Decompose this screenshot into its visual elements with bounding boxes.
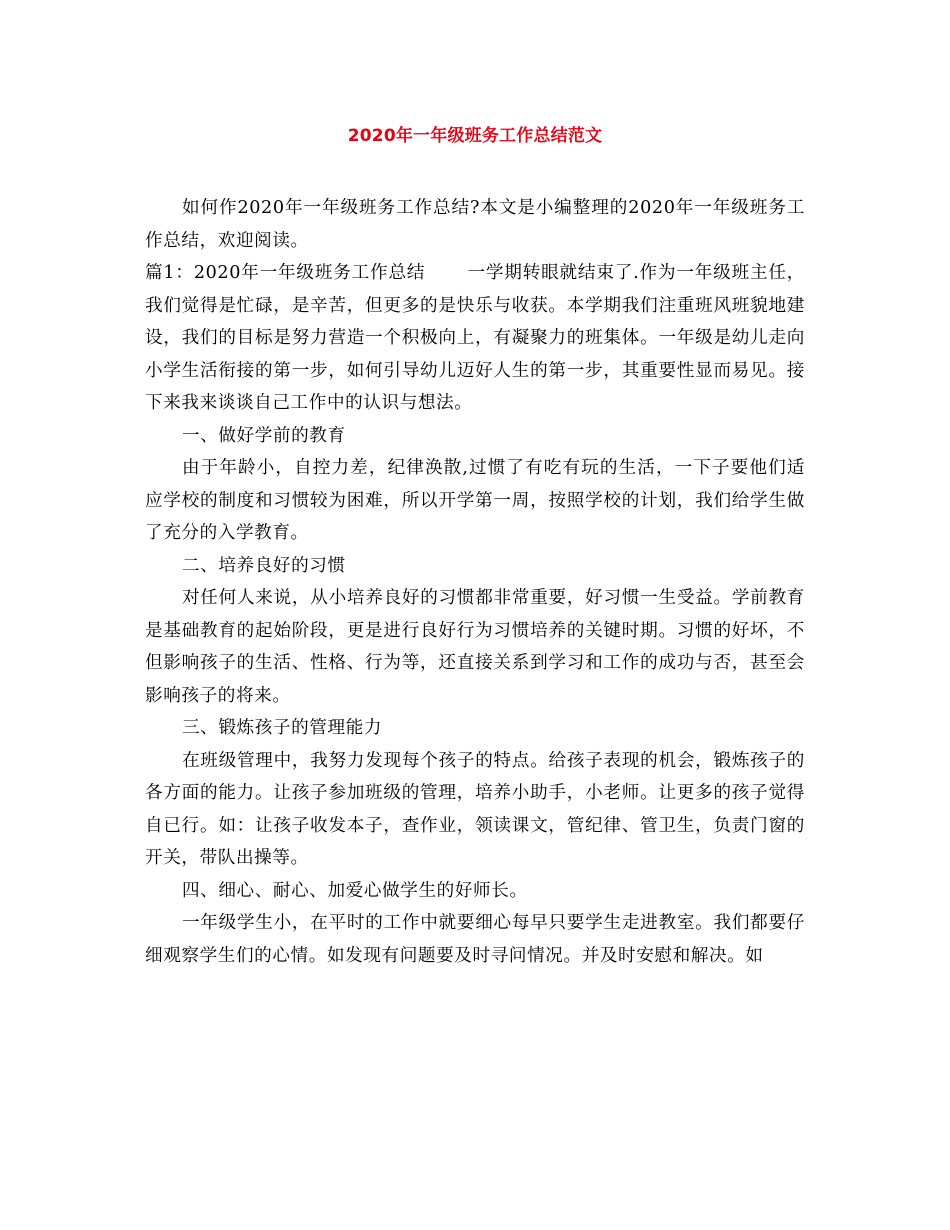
section-text-2: 对任何人来说，从小培养良好的习惯都非常重要，好习惯一生受益。学前教育是基础教育的起始阶段，更是进行良好行为习惯培养的关键时期。习惯的好坏，不但影响孩子的生活、性格、行为等，还直接关系到学习和工作的成功与否，甚至会影响孩子的将来。 — [145, 588, 805, 706]
part-paragraph — [145, 257, 805, 420]
document-title: 2020年一年级班务工作总结范文 — [347, 126, 603, 146]
section-heading-2: 二、培养良好的习惯 — [181, 555, 346, 576]
intro-paragraph: 如何作2020年一年级班务工作总结?本文是小编整理的2020年一年级班务工作总结，欢迎阅读。 — [145, 198, 805, 251]
part-label: 篇1：2020年一年级班务工作总结 — [145, 263, 426, 283]
section-text-3: 在班级管理中，我努力发现每个孩子的特点。给孩子表现的机会，锻炼孩子的各方面的能力。让孩子参加班级的管理，培养小助手，小老师。让更多的孩子觉得自已行。如：让孩子收发本子，查作业，领读课文，管纪律、管卫生，负责门窗的开关，带队出操等。 — [145, 750, 805, 868]
section-text-1: 由于年龄小，自控力差，纪律涣散,过惯了有吃有玩的生活，一下子要他们适应学校的制度和习惯较为困难，所以开学第一周，按照学校的计划，我们给学生做了充分的入学教育。 — [145, 458, 805, 543]
section-heading-4: 四、细心、耐心、加爱心做学生的好师长。 — [181, 880, 528, 901]
section-heading-1: 一、做好学前的教育 — [181, 425, 346, 446]
section-text-4: 一年级学生小，在平时的工作中就要细心每早只要学生走进教室。我们都要仔细观察学生们的心情。如发现有问题要及时寻问情况。并及时安慰和解决。如 — [145, 913, 805, 966]
document-body — [145, 192, 805, 972]
part-text: 一学期转眼就结束了.作为一年级班主任，我们觉得是忙碌，是辛苦，但更多的是快乐与收获。本学期我们注重班风班貌地建设，我们的目标是努力营造一个积极向上，有凝聚力的班集体。一年级是幼儿走向小学生活衔接的第一步，如何引导幼儿迈好人生的第一步，其重要性显而易见。接下来我来谈谈自己工作中的认识与想法。 — [145, 263, 806, 413]
section-heading-3: 三、锻炼孩子的管理能力 — [181, 718, 383, 738]
